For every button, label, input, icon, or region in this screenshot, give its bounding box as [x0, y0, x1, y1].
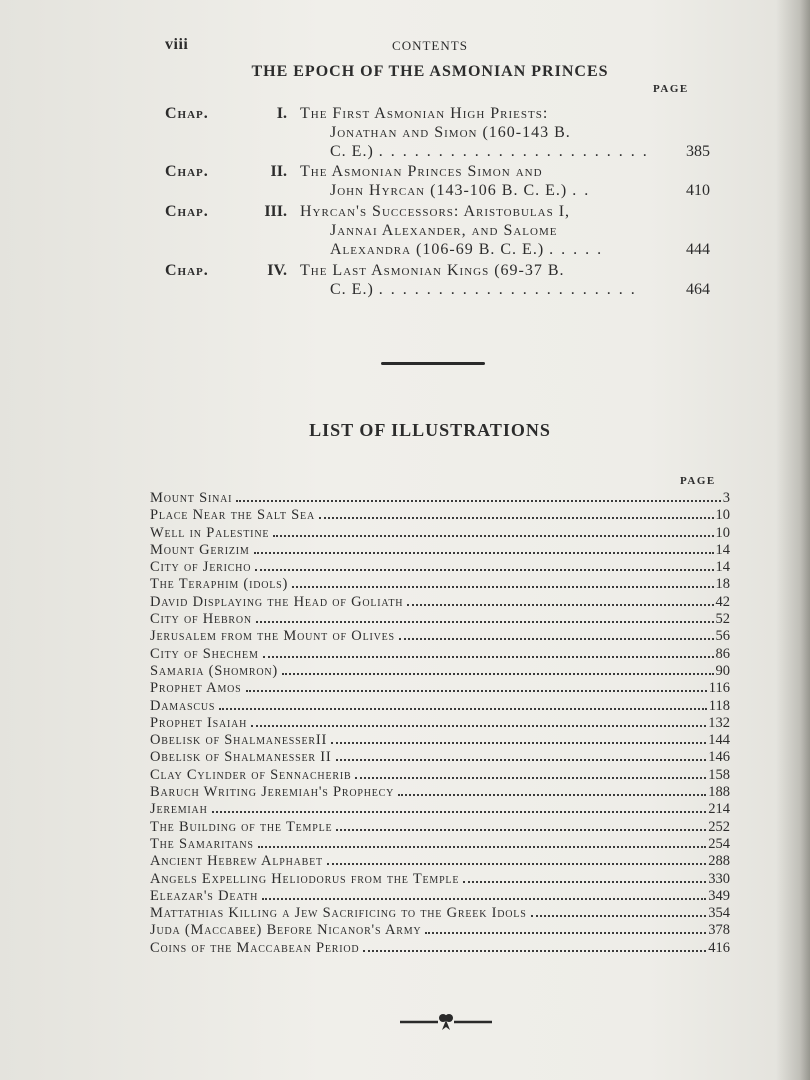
illustration-entry [150, 732, 730, 749]
illustration-page: 14 [715, 541, 730, 558]
illustration-title: Baruch Writing Jeremiah's Prophecy [150, 784, 395, 801]
illustration-title: City of Jericho [150, 559, 252, 576]
chapter-entry [165, 162, 710, 200]
illustration-entry [150, 628, 730, 645]
dot-leader [254, 552, 714, 554]
dot-leader [263, 656, 714, 658]
illustration-page: 214 [708, 801, 730, 818]
section-divider [381, 362, 485, 365]
illustration-page: 188 [708, 784, 730, 801]
chapter-number: IV. [267, 262, 287, 279]
illustration-entry [150, 559, 730, 576]
illustration-entry [150, 888, 730, 905]
chapter-label: Chap. [165, 163, 209, 180]
chapter-page: 464 [686, 281, 710, 298]
illustration-title: Prophet Amos [150, 680, 242, 697]
chapter-label: Chap. [165, 262, 209, 279]
chapter-title-line: Alexandra (106-69 B. C. E.) [330, 241, 545, 258]
illustration-entry [150, 646, 730, 663]
dot-leader [282, 673, 713, 675]
dot-leader [363, 950, 706, 952]
illustration-page: 42 [715, 593, 730, 610]
illustration-entry [150, 611, 730, 628]
illustrations-page-column-label: PAGE [680, 475, 716, 487]
page-number: viii [165, 36, 189, 53]
dot-leader [331, 742, 706, 744]
chapter-title-line: Jannai Alexander, and Salome [330, 222, 558, 239]
epoch-section-title: THE EPOCH OF THE ASMONIAN PRINCES [251, 63, 609, 80]
dot-leader [258, 846, 707, 848]
illustration-entry [150, 715, 730, 732]
dot-leader [262, 898, 706, 900]
illustration-page: 90 [715, 662, 730, 679]
illustration-page: 3 [722, 490, 730, 506]
chapter-title [300, 162, 660, 200]
dot-leader [212, 811, 707, 813]
illustration-entry [150, 507, 730, 524]
illustration-title: Samaria (Shomron) [150, 662, 279, 679]
illustration-entry [150, 853, 730, 870]
illustration-page: 52 [715, 611, 730, 628]
illustration-page: 288 [708, 853, 730, 870]
illustration-entry [150, 576, 730, 593]
chapter-number: II. [270, 163, 287, 180]
illustration-title: City of Shechem [150, 645, 259, 662]
dot-leader [319, 517, 714, 519]
chapter-page: 385 [686, 143, 710, 160]
dot-leader [463, 881, 706, 883]
illustration-title: Damascus [150, 697, 216, 714]
illustrations-list [150, 490, 730, 957]
dot-leader [425, 932, 706, 934]
illustration-title: The Teraphim (idols) [150, 576, 289, 593]
page-header [165, 36, 695, 56]
illustration-page: 10 [715, 507, 730, 524]
dot-leader [336, 759, 707, 761]
chapter-entry [165, 202, 710, 259]
illustration-page: 330 [708, 870, 730, 887]
illustration-page: 116 [708, 680, 730, 697]
illustration-page: 132 [708, 714, 730, 731]
illustration-title: Juda (Maccabee) Before Nicanor's Army [150, 922, 422, 939]
chapter-title-line: C. E.) [330, 143, 374, 160]
fleuron-ornament-icon [400, 1008, 492, 1032]
chapter-title [300, 104, 660, 161]
illustration-title: Obelisk of ShalmanesserII [150, 732, 328, 749]
chapter-title [300, 202, 660, 259]
dot-leader [292, 586, 713, 588]
dot-leader [407, 604, 713, 606]
dot-leader [327, 863, 706, 865]
illustration-entry [150, 749, 730, 766]
illustration-title: Obelisk of Shalmanesser II [150, 749, 332, 766]
illustration-entry [150, 698, 730, 715]
illustration-page: 254 [708, 835, 730, 852]
illustration-entry [150, 767, 730, 784]
illustration-page: 416 [708, 939, 730, 956]
illustration-entry [150, 922, 730, 939]
illustration-page: 354 [708, 905, 730, 922]
chapter-title-line: The Asmonian Princes Simon and [300, 163, 543, 180]
dot-leader: . . . . . . . . . . . . . . . . . . . . . . [378, 281, 637, 298]
chapter-title-line: The First Asmonian High Priests: [300, 105, 549, 122]
illustration-page: 349 [708, 887, 730, 904]
chapter-number: I. [276, 105, 287, 122]
illustration-entry [150, 940, 730, 957]
illustration-page: 18 [715, 576, 730, 593]
illustration-page: 14 [715, 559, 730, 576]
illustration-page: 144 [708, 732, 730, 749]
illustration-entry [150, 819, 730, 836]
dot-leader [399, 638, 714, 640]
illustration-title: Prophet Isaiah [150, 714, 248, 731]
illustrations-section-title: LIST OF ILLUSTRATIONS [309, 420, 551, 440]
dot-leader [336, 829, 706, 831]
dot-leader: . . . . . . . . . . . . . . . . . . . . . . . [378, 143, 649, 160]
chapter-entry [165, 104, 710, 161]
illustration-page: 56 [715, 628, 730, 645]
illustration-title: Eleazar's Death [150, 887, 259, 904]
chapter-title-line: Hyrcan's Successors: Aristobulas I, [300, 203, 571, 220]
illustration-entry [150, 836, 730, 853]
illustration-entry [150, 680, 730, 697]
dot-leader [355, 777, 706, 779]
illustration-title: Jerusalem from the Mount of Olives [150, 628, 395, 645]
dot-leader [236, 500, 720, 502]
illustration-page: 10 [715, 524, 730, 541]
illustration-page: 118 [708, 697, 730, 714]
chapter-page: 444 [686, 241, 710, 258]
illustration-title: David Displaying the Head of Goliath [150, 593, 404, 610]
illustration-page: 158 [708, 766, 730, 783]
illustration-title: City of Hebron [150, 611, 252, 628]
illustration-title: The Samaritans [150, 835, 254, 852]
illustration-page: 378 [708, 922, 730, 939]
dot-leader [273, 535, 713, 537]
illustration-entry [150, 525, 730, 542]
illustration-page: 146 [708, 749, 730, 766]
dot-leader [246, 690, 707, 692]
chapter-title [300, 261, 660, 299]
chapter-title-line: Jonathan and Simon (160-143 B. [330, 124, 571, 141]
illustration-entry [150, 905, 730, 922]
running-head: CONTENTS [392, 38, 468, 53]
illustration-title: Jeremiah [150, 801, 208, 818]
chapter-title-line: John Hyrcan (143-106 B. C. E.) [330, 182, 568, 199]
illustration-page: 252 [708, 818, 730, 835]
illustration-entry [150, 663, 730, 680]
illustration-entry [150, 871, 730, 888]
illustration-title: Angels Expelling Heliodorus from the Temple [150, 870, 460, 887]
epoch-page-column-label: PAGE [653, 83, 689, 95]
dot-leader [256, 621, 714, 623]
page-edge-shadow [776, 0, 810, 1080]
illustration-entry [150, 542, 730, 559]
chapter-title-line: The Last Asmonian Kings (69-37 B. [300, 262, 565, 279]
illustration-title: Well in Palestine [150, 524, 270, 541]
chapter-page: 410 [686, 182, 710, 199]
chapter-entry [165, 261, 710, 301]
dot-leader [251, 725, 706, 727]
chapter-title-line: C. E.) [330, 281, 374, 298]
illustration-entry [150, 784, 730, 801]
dot-leader: . . . . . [549, 241, 604, 258]
illustration-page: 86 [715, 645, 730, 662]
dot-leader [531, 915, 707, 917]
illustration-title: Mattathias Killing a Jew Sacrificing to the Greek Idols [150, 905, 527, 922]
illustration-title: Mount Sinai [150, 490, 233, 506]
illustration-title: Mount Gerizim [150, 541, 250, 558]
illustration-entry [150, 490, 730, 507]
illustration-title: Clay Cylinder of Sennacherib [150, 766, 352, 783]
chapter-label: Chap. [165, 203, 209, 220]
illustration-title: Place Near the Salt Sea [150, 507, 315, 524]
chapter-label: Chap. [165, 105, 209, 122]
illustration-entry [150, 594, 730, 611]
dot-leader [255, 569, 713, 571]
chapter-number: III. [264, 203, 287, 220]
illustration-entry [150, 801, 730, 818]
dot-leader: . . [572, 182, 591, 199]
illustration-title: Coins of the Maccabean Period [150, 939, 360, 956]
illustration-title: Ancient Hebrew Alphabet [150, 853, 323, 870]
illustration-title: The Building of the Temple [150, 818, 333, 835]
dot-leader [219, 708, 707, 710]
dot-leader [398, 794, 706, 796]
